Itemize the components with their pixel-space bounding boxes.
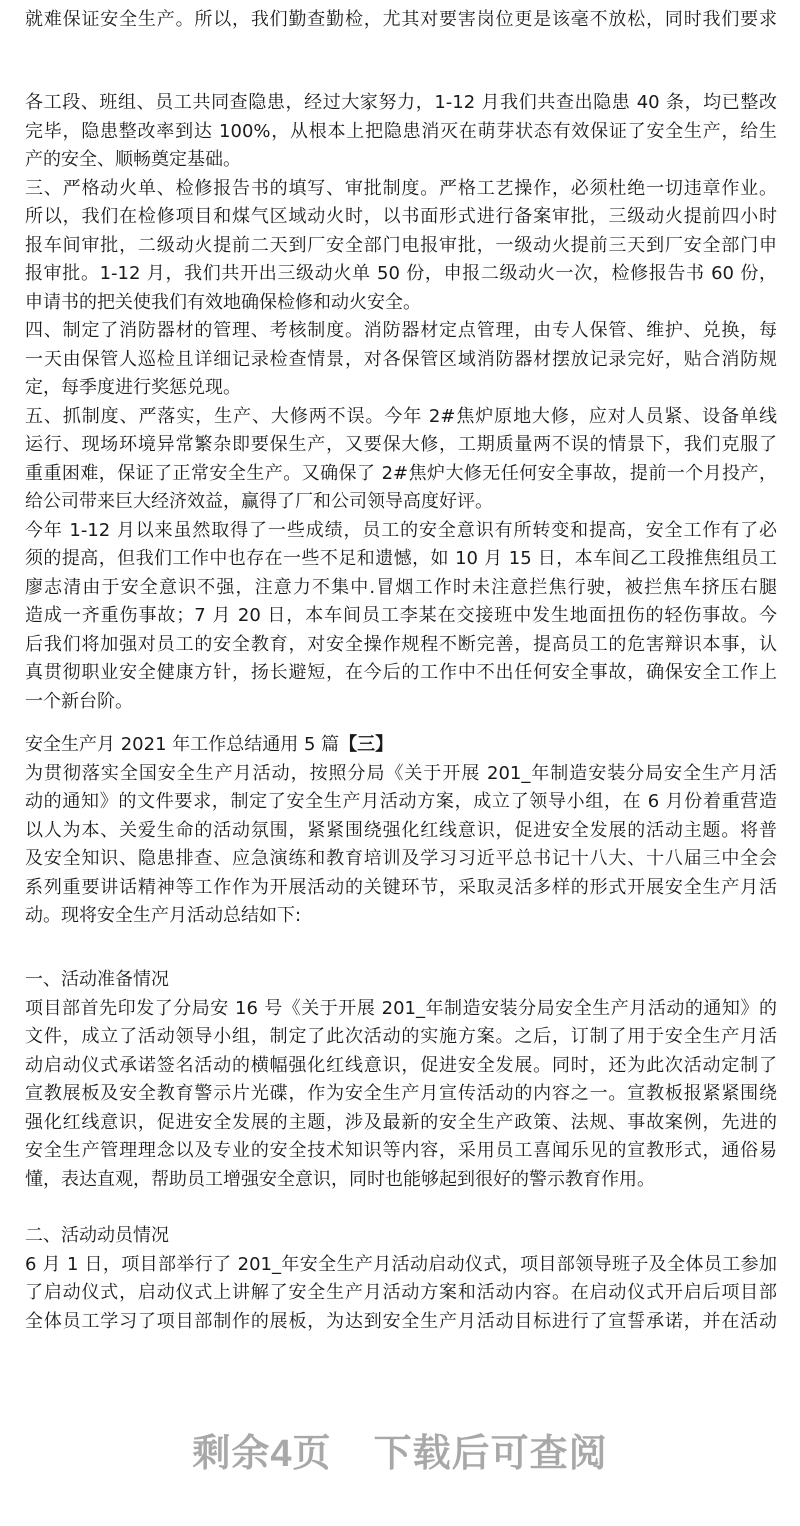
section-title-text: 安全生产月 2021 年工作总结通用 5 篇	[25, 734, 340, 755]
text-line: 报审批。1-12 月，我们共开出三级动火单 50 份，申报二级动火一次，检修报告书 60 份，	[25, 263, 777, 284]
text-line: 项目部首先印发了分局安 16 号《关于开展 201_年制造安装分局安全生产月活动的通知》的	[25, 997, 777, 1019]
text-line: 申请书的把关使我们有效地确保检修和动火安全。	[25, 291, 421, 313]
text-line: 为贯彻落实全国安全生产月活动，按照分局《关于开展 201_年制造安装分局安全生产月活	[25, 762, 777, 784]
block-preparation	[25, 966, 777, 1194]
text-line: 四、制定了消防器材的管理、考核制度。消防器材定点管理，由专人保管、维护、兑换，每	[25, 320, 777, 341]
section-title	[25, 731, 777, 760]
text-line: 6 月 1 日，项目部举行了 201_年安全生产月活动启动仪式，项目部领导班子及全体员工参加	[25, 1253, 777, 1275]
text-line: 以人为本、关爱生命的活动氛围，紧紧围绕强化红线意识，促进安全发展的活动主题。将普	[25, 819, 777, 841]
text-line: 一个新台阶。	[25, 690, 133, 712]
text-line: 文件，成立了活动领导小组，制定了此次活动的实施方案。之后，订制了用于安全生产月活	[25, 1026, 777, 1047]
text-line: 了启动仪式，启动仪式上讲解了安全生产月活动方案和活动内容。在启动仪式开启后项目部	[25, 1282, 777, 1303]
text-line: 定，每季度进行奖惩兑现。	[25, 377, 241, 398]
text-line: 完毕，隐患整改率到达 100%，从根本上把隐患消灭在萌芽状态有效保证了安全生产，给生	[25, 120, 777, 142]
text-line: 所以，我们在检修项目和煤气区域动火时，以书面形式进行备案审批，三级动火提前四小时	[25, 206, 777, 227]
text-line: 重重困难，保证了正常安全生产。又确保了 2#焦炉大修无任何安全事故，提前一个月投产，	[25, 462, 777, 484]
text-line: 运行、现场环境异常繁杂即要保生产，又要保大修，工期质量两不误的情景下，我们克服了	[25, 434, 777, 455]
text-line: 三、严格动火单、检修报告书的填写、审批制度。严格工艺操作，必须杜绝一切违章作业。	[25, 177, 777, 199]
text-line: 动的通知》的文件要求，制定了安全生产月活动方案，成立了领导小组，在 6 月份着重营造	[25, 791, 777, 812]
text-line: 二、活动动员情况	[25, 1225, 169, 1246]
text-line: 各工段、班组、员工共同查隐患，经过大家努力，1-12 月我们共查出隐患 40 条，均已整改	[25, 92, 777, 113]
text-line: 及安全知识、隐患排查、应急演练和教育培训及学习习近平总书记十八大、十八届三中全会	[25, 848, 777, 869]
text-line: 后我们将加强对员工的安全教育，对安全操作规程不断完善，提高员工的危害辩识本事，认	[25, 633, 777, 655]
block-measures	[25, 89, 777, 716]
text-line: 须的提高，但我们工作中也存在一些不足和遗憾，如 10 月 15 日，本车间乙工段推焦组员工	[25, 548, 777, 569]
text-line: 给公司带来巨大经济效益，赢得了厂和公司领导高度好评。	[25, 491, 493, 512]
text-line: 产的安全、顺畅奠定基础。	[25, 149, 241, 170]
text-line: 就难保证安全生产。所以，我们勤查勤检，尤其对要害岗位更是该毫不放松，同时我们要求	[25, 9, 777, 30]
block-mobilization	[25, 1222, 777, 1336]
text-line: 全体员工学习了项目部制作的展板，为达到安全生产月活动目标进行了宣誓承诺，并在活动	[25, 1310, 777, 1332]
text-line: 真贯彻职业安全健康方针，扬长避短，在今后的工作中不出任何安全事故，确保安全工作上	[25, 662, 777, 683]
text-line: 系列重要讲话精神等工作作为开展活动的关键环节，采取灵活多样的形式开展安全生产月活	[25, 876, 777, 898]
text-line: 报车间审批，二级动火提前二天到厂安全部门电报审批，一级动火提前三天到厂安全部门申	[25, 234, 777, 256]
remaining-pages-label: 剩余4页	[192, 1433, 332, 1475]
text-line: 造成一齐重伤事故；7 月 20 日，本车间员工李某在交接班中发生地面扭伤的轻伤事故。今	[25, 605, 777, 626]
block-intro	[25, 6, 777, 35]
text-line: 动。现将安全生产月活动总结如下:	[25, 905, 302, 926]
text-line: 一、活动准备情况	[25, 969, 169, 990]
text-line: 五、抓制度、严落实，生产、大修两不误。今年 2#焦炉原地大修，应对人员紧、设备单线	[25, 405, 777, 427]
text-line: 今年 1-12 月以来虽然取得了一些成绩，员工的安全意识有所转变和提高，安全工作有了必	[25, 519, 777, 541]
text-line: 宣教展板及安全教育警示片光碟，作为安全生产月宣传活动的内容之一。宣教板报紧紧围绕	[25, 1083, 777, 1104]
section-part3	[25, 731, 777, 931]
text-line: 懂，表达直观，帮助员工增强安全意识，同时也能够起到很好的警示教育作用。	[25, 1168, 655, 1190]
text-line: 动启动仪式承诺签名活动的横幅强化红线意识，促进安全发展。同时，还为此次活动定制了	[25, 1054, 777, 1076]
text-line: 安全生产管理理念以及专业的安全技术知识等内容，采用员工喜闻乐见的宣教形式，通俗易	[25, 1140, 777, 1161]
section-title-suffix: 【三】	[339, 734, 394, 755]
text-line: 强化红线意识，促进安全发展的主题，涉及最新的安全生产政策、法规、事故案例，先进的	[25, 1111, 777, 1133]
text-line: 一天由保管人巡检且详细记录检查情景，对各保管区域消防器材摆放记录完好，贴合消防规	[25, 348, 777, 370]
download-prompt[interactable]	[0, 1422, 800, 1477]
block-part3-intro	[25, 760, 777, 931]
download-to-view-label: 下载后可查阅	[373, 1433, 608, 1475]
text-line: 廖志清由于安全意识不强，注意力不集中.冒烟工作时未注意拦焦行驶，被拦焦车挤压右腿	[25, 576, 777, 598]
